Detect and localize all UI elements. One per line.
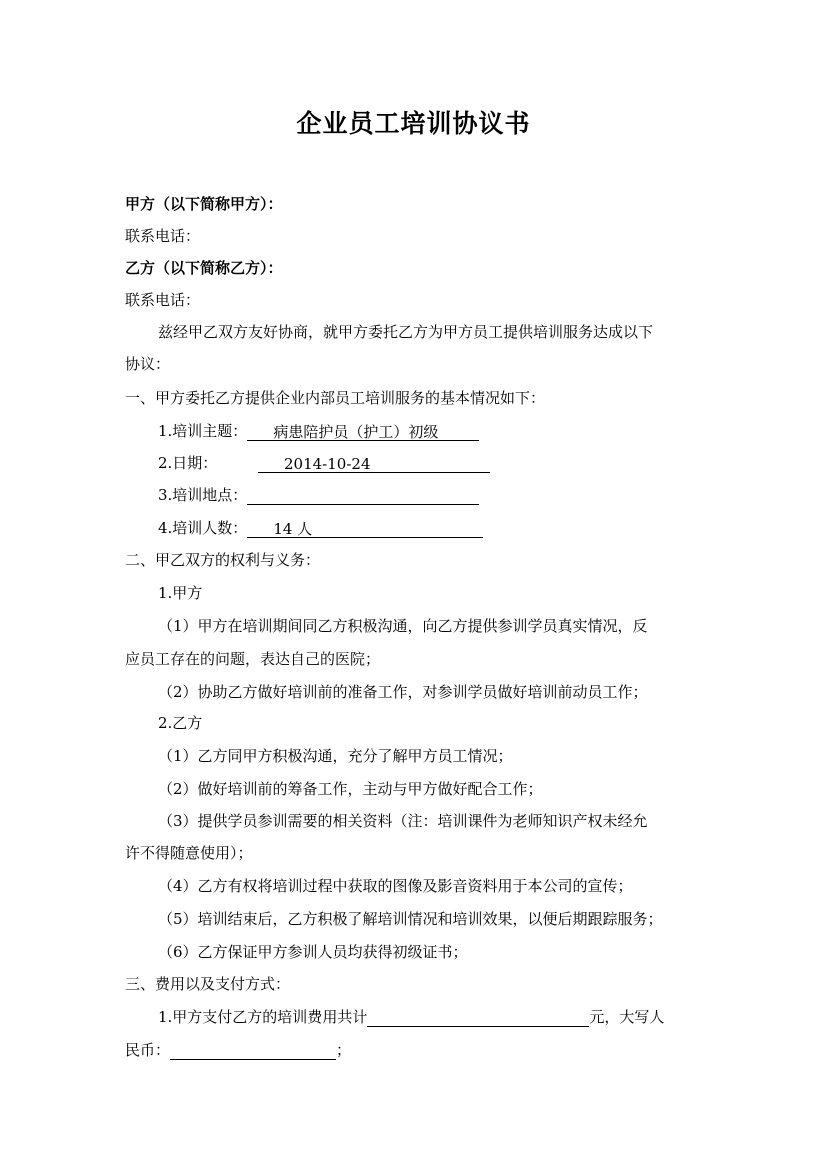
rmb-row bbox=[125, 1040, 351, 1060]
party-b-duty-4: （4）乙方有权将培训过程中获取的图像及影音资料用于本公司的宣传； bbox=[158, 877, 633, 895]
party-a-duty-1-line-1: （1）甲方在培训期间同乙方积极沟通，向乙方提供参训学员真实情况，反 bbox=[158, 617, 648, 635]
party-a-duty-2: （2）协助乙方做好培训前的准备工作，对参训学员做好培训前动员工作； bbox=[158, 683, 648, 701]
training-topic-row bbox=[158, 421, 479, 441]
intro-line-2: 协议： bbox=[125, 355, 171, 373]
intro-line-1: 兹经甲乙双方友好协商，就甲方委托乙方为甲方员工提供培训服务达成以下 bbox=[158, 323, 654, 341]
training-location-label: 3.培训地点： bbox=[158, 486, 248, 504]
training-location-value bbox=[247, 487, 273, 505]
training-topic-value: 病患陪护员（护工）初级 bbox=[273, 423, 439, 441]
fee-amount-field bbox=[367, 1008, 589, 1027]
party-a-duty-1-line-2: 应员工存在的问题，表达自己的医院； bbox=[125, 650, 381, 668]
party-a-phone-label: 联系电话： bbox=[125, 227, 201, 245]
party-b-duty-3-line-1: （3）提供学员参训需要的相关资料（注：培训课件为老师知识产权未经允 bbox=[158, 812, 648, 830]
party-a-label: 甲方（以下简称甲方）： bbox=[125, 195, 283, 213]
document-title: 企业员工培训协议书 bbox=[296, 109, 531, 138]
section1-heading: 一、甲方委托乙方提供企业内部员工培训服务的基本情况如下： bbox=[125, 389, 546, 407]
training-count-field bbox=[247, 519, 483, 538]
party-b-duty-1: （1）乙方同甲方积极沟通，充分了解甲方员工情况； bbox=[158, 747, 513, 765]
training-date-value: 2014-10-24 bbox=[284, 455, 371, 473]
training-location-field bbox=[247, 486, 479, 505]
rmb-end: ； bbox=[336, 1041, 352, 1059]
party-a-duties-title: 1.甲方 bbox=[158, 584, 203, 602]
training-count-row bbox=[158, 518, 483, 538]
training-date-row bbox=[158, 453, 490, 473]
fee-row bbox=[158, 1007, 664, 1027]
fee-suffix: 元，大写人 bbox=[589, 1008, 665, 1026]
section3-heading: 三、费用以及支付方式： bbox=[125, 975, 291, 993]
party-b-duties-title: 2.乙方 bbox=[158, 714, 203, 732]
rmb-amount-field bbox=[170, 1041, 336, 1060]
party-b-phone-label: 联系电话： bbox=[125, 291, 201, 309]
training-date-field bbox=[258, 454, 490, 473]
section2-heading: 二、甲乙双方的权利与义务： bbox=[125, 551, 321, 569]
training-count-value: 14 人 bbox=[273, 520, 313, 538]
training-topic-label: 1.培训主题： bbox=[158, 422, 248, 440]
training-date-label: 2.日期： bbox=[158, 454, 218, 472]
training-topic-field bbox=[247, 422, 479, 441]
training-count-label: 4.培训人数： bbox=[158, 519, 248, 537]
party-b-duty-2: （2）做好培训前的筹备工作，主动与甲方做好配合工作； bbox=[158, 780, 543, 798]
training-location-row bbox=[158, 485, 479, 505]
fee-prefix: 1.甲方支付乙方的培训费用共计 bbox=[158, 1008, 368, 1026]
party-b-duty-3-line-2: 许不得随意使用）； bbox=[125, 844, 253, 862]
party-b-duty-5: （5）培训结束后，乙方积极了解培训情况和培训效果，以便后期跟踪服务； bbox=[158, 910, 663, 928]
rmb-label: 民币： bbox=[125, 1041, 171, 1059]
party-b-duty-6: （6）乙方保证甲方参训人员均获得初级证书； bbox=[158, 943, 468, 961]
party-b-label: 乙方（以下简称乙方）： bbox=[125, 259, 283, 277]
